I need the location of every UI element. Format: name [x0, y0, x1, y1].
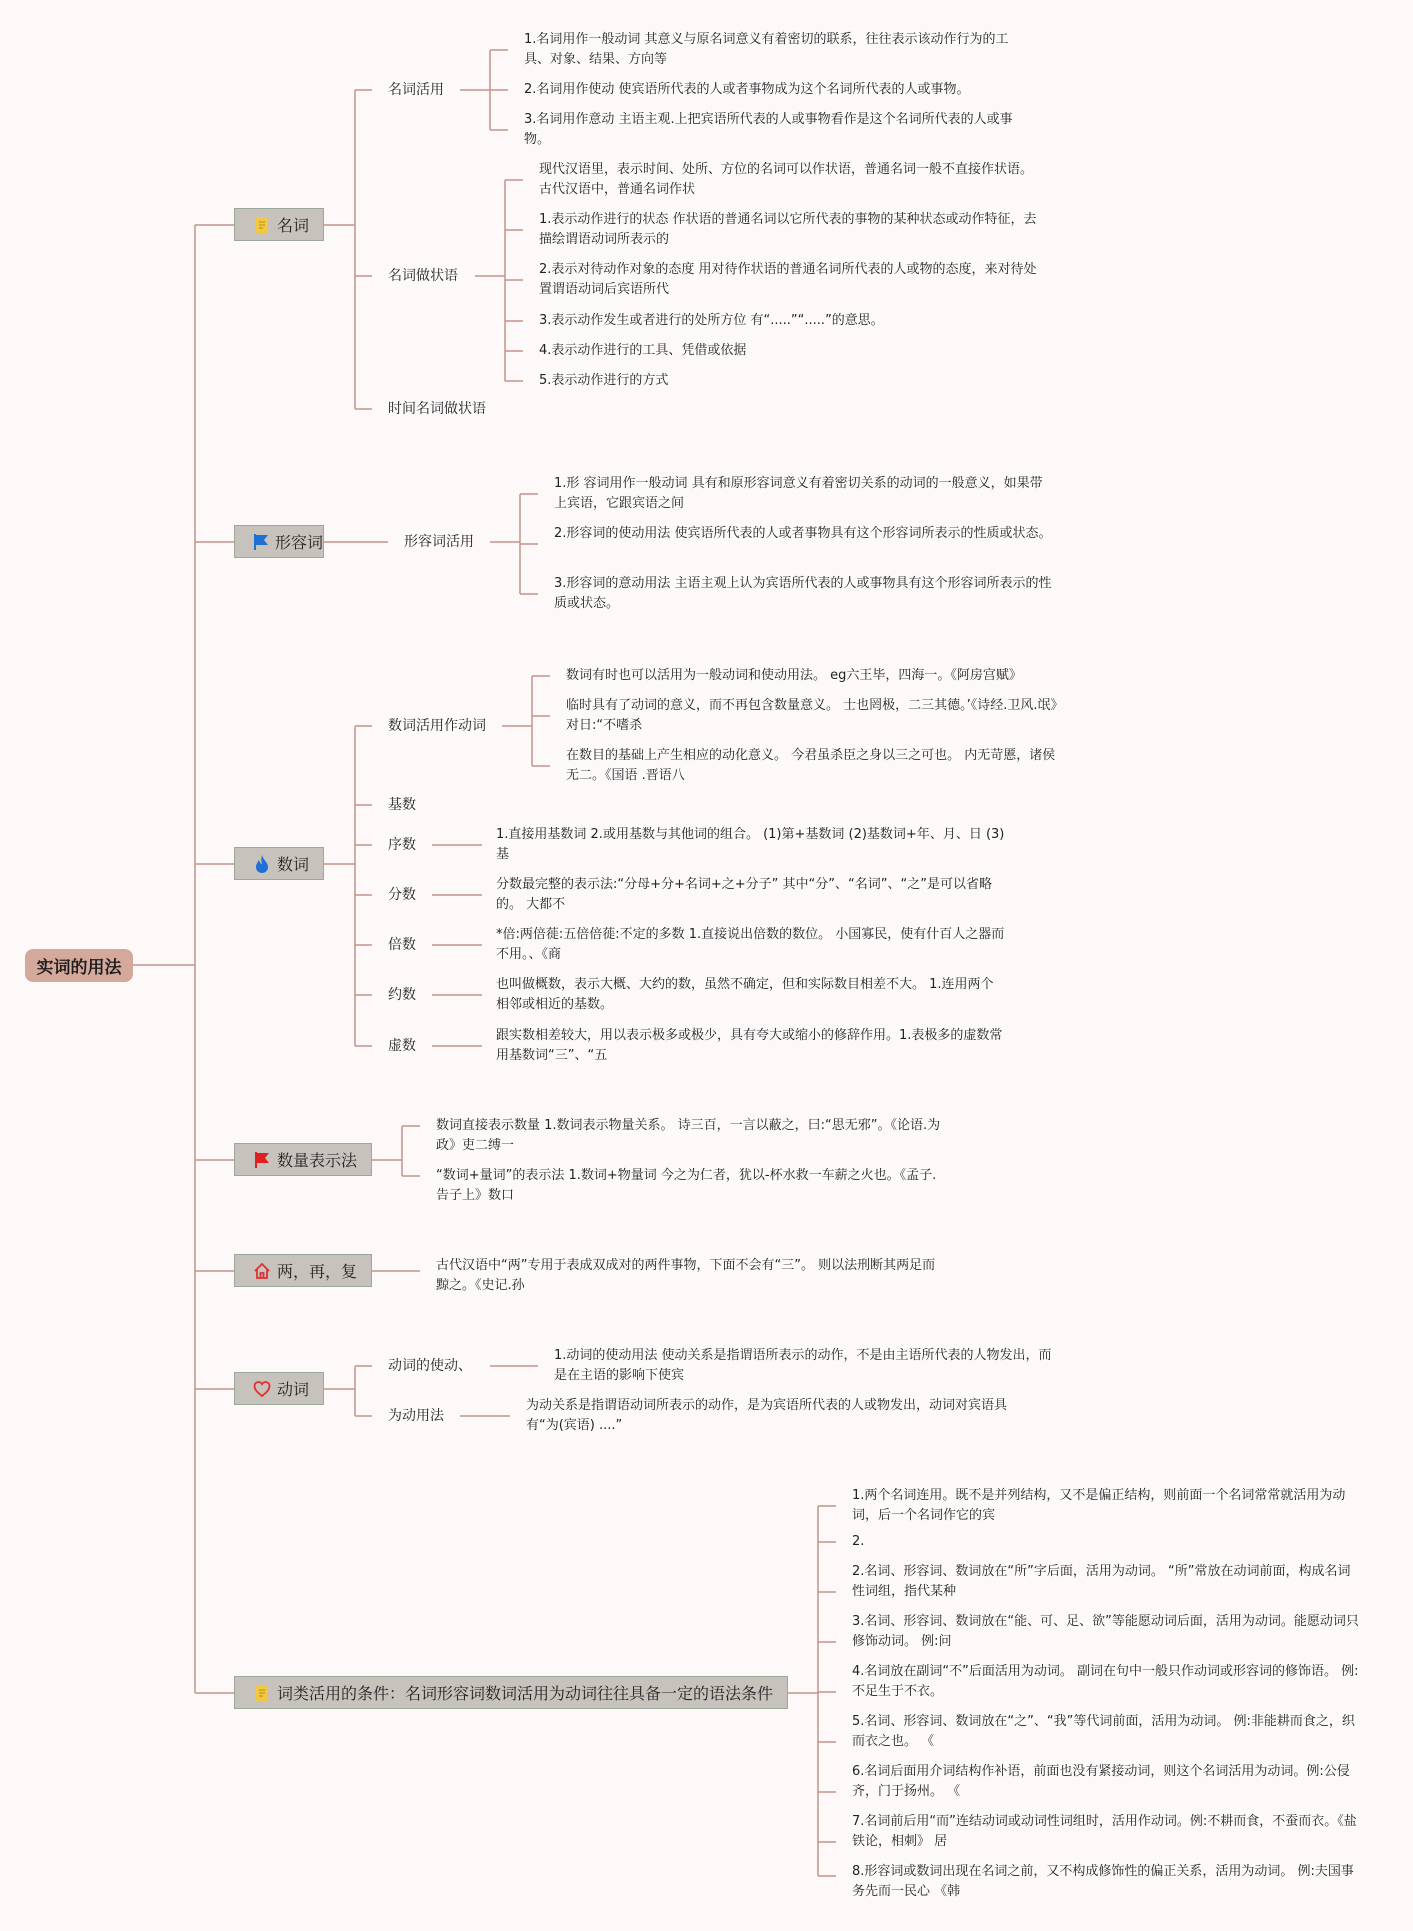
leaf-virtual-number: 跟实数相差较大，用以表示极多或极少，具有夸大或缩小的修辞作用。1.表极多的虚数常用基数词“三”、“五 — [496, 1028, 1003, 1063]
leaf-condition-1b: 2. — [852, 1534, 865, 1549]
topic-verb[interactable] — [234, 1372, 324, 1405]
heart-icon — [251, 1379, 273, 1399]
leaf-liang: 古代汉语中“两”专用于表成双成对的两件事物，下面不会有“三”。 则以法刑断其两足而黥之。《史记.孙 — [436, 1258, 936, 1293]
leaf-noun-usage-1: 1.名词用作一般动词 其意义与原名词意义有着密切的联系，往往表示该动作行为的工具、对象、结果、方向等 — [524, 32, 1009, 67]
flag-icon — [251, 1150, 273, 1170]
topic-noun[interactable] — [234, 208, 324, 241]
leaf-quantity-1: 数词直接表示数量 1.数词表示物量关系。 诗三百，一言以蔽之，曰:“思无邪”。《论语.为政》吏二缚一 — [436, 1118, 941, 1153]
leaf-verb-causative: 1.动词的使动用法 使动关系是指谓语所表示的动作，不是由主语所代表的人物发出，而是在主语的影响下使宾 — [554, 1348, 1052, 1383]
topic-noun-label: 名词 — [277, 216, 310, 235]
subtopic-noun-usage[interactable]: 名词活用 — [388, 82, 444, 98]
leaf-noun-adverbial-5: 5.表示动作进行的方式 — [539, 373, 669, 388]
topic-quantity-expression[interactable] — [234, 1143, 372, 1176]
topic-adjective[interactable] — [234, 525, 324, 558]
leaf-adjective-usage-2: 2.形容词的使动用法 使宾语所代表的人或者事物具有这个形容词所表示的性质或状态。 — [554, 526, 1052, 541]
leaf-condition-1: 1.两个名词连用。既不是并列结构，又不是偏正结构，则前面一个名词常常就活用为动词，后一个名词作它的宾 — [852, 1488, 1346, 1523]
leaf-numeral-verb-3: 在数目的基础上产生相应的动化意义。 今君虽杀臣之身以三之可也。 内无苛慝，诸侯无二。《国语 .晋语八 — [566, 748, 1056, 783]
leaf-fraction: 分数最完整的表示法:“分母+分+名词+之+分子” 其中“分”、“名词”、“之”是可以省略的。 大都不 — [496, 877, 992, 912]
subtopic-noun-adverbial[interactable]: 名词做状语 — [388, 268, 458, 284]
leaf-noun-adverbial-4: 4.表示动作进行的工具、凭借或依据 — [539, 343, 747, 358]
leaf-verb-for: 为动关系是指谓语动词所表示的动作，是为宾语所代表的人或物发出，动词对宾语具有“为(宾语) ....” — [526, 1398, 1008, 1433]
leaf-condition-4: 4.名词放在副词“不”后面活用为动词。 副词在句中一般只作动词或形容词的修饰语。 例:不足生于不衣。 — [852, 1664, 1359, 1699]
topic-numeral-label: 数词 — [277, 855, 310, 874]
leaf-noun-adverbial-3: 3.表示动作发生或者进行的处所方位 有“.....”“.....”的意思。 — [539, 313, 884, 328]
leaf-condition-8: 8.形容词或数词出现在名词之前，又不构成修饰性的偏正关系，活用为动词。 例:夫国事务先而一民心 《韩 — [852, 1864, 1354, 1899]
note-icon — [251, 215, 273, 235]
topic-conditions[interactable] — [234, 1676, 788, 1709]
leaf-noun-adverbial-1: 1.表示动作进行的状态 作状语的普通名词以它所代表的事物的某种状态或动作特征，去描绘谓语动词所表示的 — [539, 212, 1037, 247]
subtopic-numeral-as-verb[interactable]: 数词活用作动词 — [388, 718, 486, 734]
leaf-numeral-verb-2: 临时具有了动词的意义，而不再包含数量意义。 士也罔极，二三其德。’《诗经.卫风.氓》 对日:“不嗜杀 — [566, 698, 1064, 733]
leaf-noun-usage-3: 3.名词用作意动 主语主观.上把宾语所代表的人或事物看作是这个名词所代表的人或事物。 — [524, 112, 1013, 147]
leaf-ordinal: 1.直接用基数词 2.或用基数与其他词的组合。 (1)第+基数词 (2)基数词+年、月、日 (3)基 — [496, 827, 1005, 862]
leaf-adjective-usage-1: 1.形 容词用作一般动词 具有和原形容词意义有着密切关系的动词的一般意义，如果带上宾语，它跟宾语之间 — [554, 476, 1043, 511]
subtopic-verb-for[interactable]: 为动用法 — [388, 1408, 444, 1424]
leaf-quantity-2: “数词+量词”的表示法 1.数词+物量词 今之为仁者，犹以-杯水救一车薪之火也。《孟子.告子上》数口 — [436, 1168, 937, 1203]
topic-adjective-label: 形容词 — [274, 533, 323, 552]
subtopic-cardinal[interactable]: 基数 — [388, 797, 416, 813]
home-icon — [251, 1261, 273, 1281]
root-topic[interactable]: 实词的用法 — [25, 949, 133, 982]
topic-conditions-label: 词类活用的条件：名词形容词数词活用为动词往往具备一定的语法条件 — [277, 1684, 774, 1703]
fire-icon — [251, 854, 273, 874]
topic-numeral[interactable] — [234, 847, 324, 880]
subtopic-adjective-usage[interactable]: 形容词活用 — [404, 534, 474, 550]
topic-liang-zai-fu[interactable] — [234, 1254, 372, 1287]
subtopic-verb-causative[interactable]: 动词的使动、 — [388, 1358, 472, 1374]
leaf-approximate: 也叫做概数，表示大概、大约的数，虽然不确定，但和实际数目相差不大。 1.连用两个相邻或相近的基数。 — [496, 977, 994, 1012]
subtopic-multiple[interactable]: 倍数 — [388, 937, 416, 953]
topic-liang-zai-fu-label: 两，再，复 — [277, 1262, 358, 1281]
leaf-condition-2: 2.名词、形容词、数词放在“所”字后面，活用为动词。 “所”常放在动词前面，构成名词性词组，指代某种 — [852, 1564, 1351, 1599]
flag-icon — [251, 532, 271, 552]
leaf-noun-usage-2: 2.名词用作使动 使宾语所代表的人或者事物成为这个名词所代表的人或事物。 — [524, 82, 970, 97]
leaf-noun-adverbial-0: 现代汉语里，表示时间、处所、方位的名词可以作状语，普通名词一般不直接作状语。古代汉语中，普通名词作状 — [539, 162, 1034, 197]
leaf-noun-adverbial-2: 2.表示对待动作对象的态度 用对待作状语的普通名词所代表的人或物的态度，来对待处置谓语动词后宾语所代 — [539, 262, 1037, 297]
leaf-adjective-usage-3: 3.形容词的意动用法 主语主观上认为宾语所代表的人或事物具有这个形容词所表示的性质或状态。 — [554, 576, 1052, 611]
subtopic-ordinal[interactable]: 序数 — [388, 837, 416, 853]
leaf-condition-3: 3.名词、形容词、数词放在“能、可、足、欲”等能愿动词后面，活用为动词。能愿动词只修饰动词。 例:问 — [852, 1614, 1359, 1649]
topic-verb-label: 动词 — [277, 1380, 310, 1399]
topic-quantity-expression-label: 数量表示法 — [277, 1151, 358, 1170]
note-icon — [251, 1683, 273, 1703]
subtopic-virtual-number[interactable]: 虚数 — [388, 1038, 416, 1054]
leaf-numeral-verb-1: 数词有时也可以活用为一般动词和使动用法。 eg六王毕，四海一。《阿房宫赋》 — [566, 668, 1022, 683]
leaf-multiple: *倍:两倍蓰:五倍倍蓰:不定的多数 1.直接说出倍数的数位。 小国寡民，使有什百人之器而不用。、《商 — [496, 927, 1005, 962]
subtopic-approximate[interactable]: 约数 — [388, 987, 416, 1003]
leaf-condition-6: 6.名词后面用介词结构作补语，前面也没有紧接动词，则这个名词活用为动词。例:公侵齐，门于扬州。 《 — [852, 1764, 1350, 1799]
leaf-condition-5: 5.名词、形容词、数词放在“之”、“我”等代词前面，活用为动词。 例:非能耕而食之，织而衣之也。 《 — [852, 1714, 1355, 1749]
subtopic-time-noun-adverbial[interactable]: 时间名词做状语 — [388, 401, 486, 417]
leaf-condition-7: 7.名词前后用“而”连结动词或动词性词组时，活用作动词。例:不耕而食，不蚕而衣。《盐铁论，相刺》 居 — [852, 1814, 1357, 1849]
subtopic-fraction[interactable]: 分数 — [388, 887, 416, 903]
